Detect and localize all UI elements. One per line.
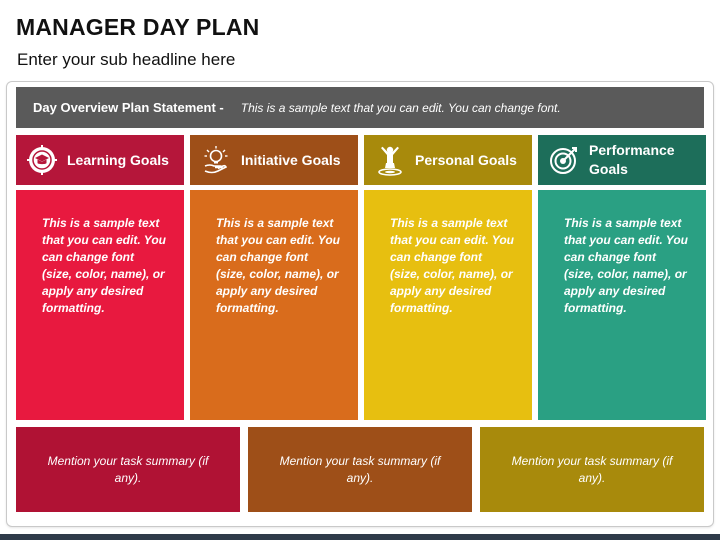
overview-bar <box>16 87 704 128</box>
performance-goals-label: Performance Goals <box>589 142 675 177</box>
lightbulb-hand-icon <box>199 143 233 177</box>
personal-goals-body[interactable]: This is a sample text that you can edit. You can change font (size, color, name), or apply any desired formatting. <box>364 190 532 420</box>
overview-text[interactable]: This is a sample text that you can edit. You can change font. <box>240 100 561 115</box>
page-title: MANAGER DAY PLAN <box>16 14 260 40</box>
learning-goals-body[interactable]: This is a sample text that you can edit. You can change font (size, color, name), or apply any desired formatting. <box>16 190 184 420</box>
overview-label: Day Overview Plan Statement - <box>33 100 224 115</box>
learning-goals-header <box>16 135 184 185</box>
footer-bar <box>0 534 720 540</box>
initiative-goals-header <box>190 135 358 185</box>
personal-goals-label: Personal Goals <box>415 151 517 168</box>
task-summary-2[interactable]: Mention your task summary (if any). <box>248 427 472 512</box>
performance-goals-header <box>538 135 706 185</box>
page-subtitle: Enter your sub headline here <box>17 50 236 69</box>
initiative-goals-body[interactable]: This is a sample text that you can edit. You can change font (size, color, name), or apply any desired formatting. <box>190 190 358 420</box>
task-summary-1[interactable]: Mention your task summary (if any). <box>16 427 240 512</box>
learning-goals-label: Learning Goals <box>67 151 169 168</box>
personal-goals-header <box>364 135 532 185</box>
graduation-target-icon <box>25 143 59 177</box>
target-arrow-icon <box>547 143 581 177</box>
initiative-goals-label: Initiative Goals <box>241 151 341 168</box>
person-trophy-icon <box>373 143 407 177</box>
task-summary-3[interactable]: Mention your task summary (if any). <box>480 427 704 512</box>
performance-goals-body[interactable]: This is a sample text that you can edit. You can change font (size, color, name), or apply any desired formatting. <box>538 190 706 420</box>
